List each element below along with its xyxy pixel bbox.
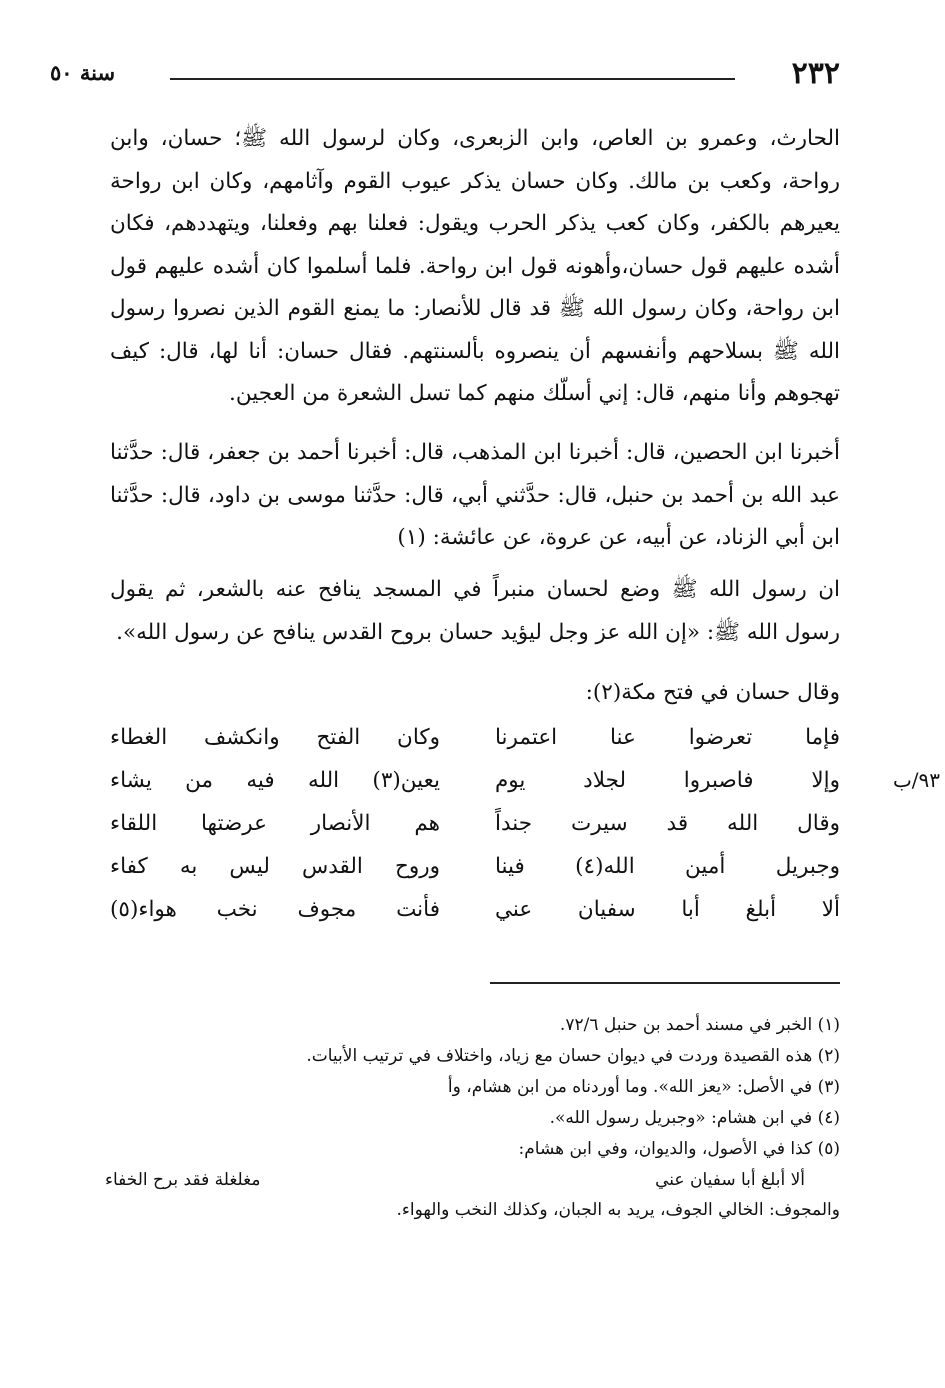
quoted-verse-second: مغلغلة فقد برح الخفاء	[105, 1170, 261, 1190]
body-paragraph-3: ان رسول الله ﷺ وضع لحسان منبراً في المسجد ينافح عنه بالشعر، ثم يقول رسول الله ﷺ: «إن الله عز وجل ليؤيد حسان بروح القدس ينافح عن رسول الله».	[110, 577, 840, 645]
footnote-gloss: والمجوف: الخالي الجوف، يريد به الجبان، وكذلك النخب والهواء.	[396, 1200, 840, 1220]
verse-second-hemistich: فأنت مجوف نخب هواء(٥)	[110, 897, 440, 922]
body-paragraph-2: أخبرنا ابن الحصين، قال: أخبرنا ابن المذهب، قال: أخبرنا أحمد بن جعفر، قال: حدَّثنا عبد الله بن أحمد بن حنبل، قال: حدَّثني أبي، قال: حدَّثنا موسى بن داود، قال: حدَّثنا ابن أبي الزناد، عن أبيه، عن عروة، عن عائشة: (١)	[110, 440, 840, 550]
verse-first-hemistich: فإما تعرضوا عنا اعتمرنا	[495, 725, 840, 750]
running-header-year: سنة ٥٠	[50, 60, 116, 85]
poem-intro: وقال حسان في فتح مكة(٢):	[585, 680, 840, 705]
verse-first-hemistich: وإلا فاصبروا لجلاد يوم	[495, 768, 840, 793]
poem-verse	[110, 854, 840, 894]
verse-second-hemistich: يعين(٣) الله فيه من يشاء	[110, 768, 440, 793]
footnote-2: (٢) هذه القصيدة وردت في ديوان حسان مع زياد، واختلاف في ترتيب الأبيات.	[306, 1046, 840, 1066]
verse-second-hemistich: وكان الفتح وانكشف الغطاء	[110, 725, 440, 750]
footnote-4: (٤) في ابن هشام: «وجبريل رسول الله».	[549, 1108, 840, 1128]
quoted-verse-first: ألا أبلغ أبا سفيان عني	[655, 1170, 805, 1190]
poem-verse	[110, 725, 840, 765]
verse-first-hemistich: ألا أبلغ أبا سفيان عني	[495, 897, 840, 922]
poem-verse	[110, 768, 940, 808]
verse-second-hemistich: هم الأنصار عرضتها اللقاء	[110, 811, 440, 836]
manuscript-folio-ref: ٩٣/ب	[892, 768, 940, 792]
footnote-1: (١) الخبر في مسند أحمد بن حنبل ٧٢/٦.	[559, 1015, 840, 1035]
footnotes	[105, 1010, 840, 1226]
verse-first-hemistich: وقال الله قد سيرت جنداً	[495, 811, 840, 836]
poem-verse	[110, 897, 840, 937]
verse-second-hemistich: وروح القدس ليس به كفاء	[110, 854, 440, 879]
footnote-separator	[490, 982, 840, 984]
header-rule	[170, 78, 735, 80]
footnote-3: (٣) في الأصل: «يعز الله». وما أوردناه من ابن هشام، وأ	[447, 1077, 840, 1097]
verse-first-hemistich: وجبريل أمين الله(٤) فينا	[495, 854, 840, 879]
poem	[110, 725, 940, 955]
footnote-quoted-verse	[105, 1165, 805, 1195]
page-header	[50, 56, 840, 96]
footnote-5: (٥) كذا في الأصول، والديوان، وفي ابن هشام:	[518, 1139, 840, 1159]
poem-verse	[110, 811, 840, 851]
body-paragraph-1: الحارث، وعمرو بن العاص، وابن الزبعرى، وكان لرسول الله ﷺ؛ حسان، وابن رواحة، وكعب بن مالك. وكان حسان يذكر عيوب القوم وآثامهم، وكان ابن رواحة يعيرهم بالكفر، وكان كعب يذكر الحرب ويقول: فعلنا بهم وفعلنا، ويتهددهم، فكان أشده عليهم قول حسان،وأهونه قول ابن رواحة. فلما أسلموا كان أشده عليهم قول ابن رواحة، وكان رسول الله ﷺ قد قال للأنصار: ما يمنع القوم الذين نصروا رسول الله ﷺ بسلاحهم وأنفسهم أن ينصروه بألسنتهم. فقال حسان: أنا لها، قال: كيف تهجوهم وأنا منهم، قال: إني أسلّك منهم كما تسل الشعرة من العجين.	[110, 126, 840, 406]
page-number: ٢٣٢	[791, 56, 840, 91]
